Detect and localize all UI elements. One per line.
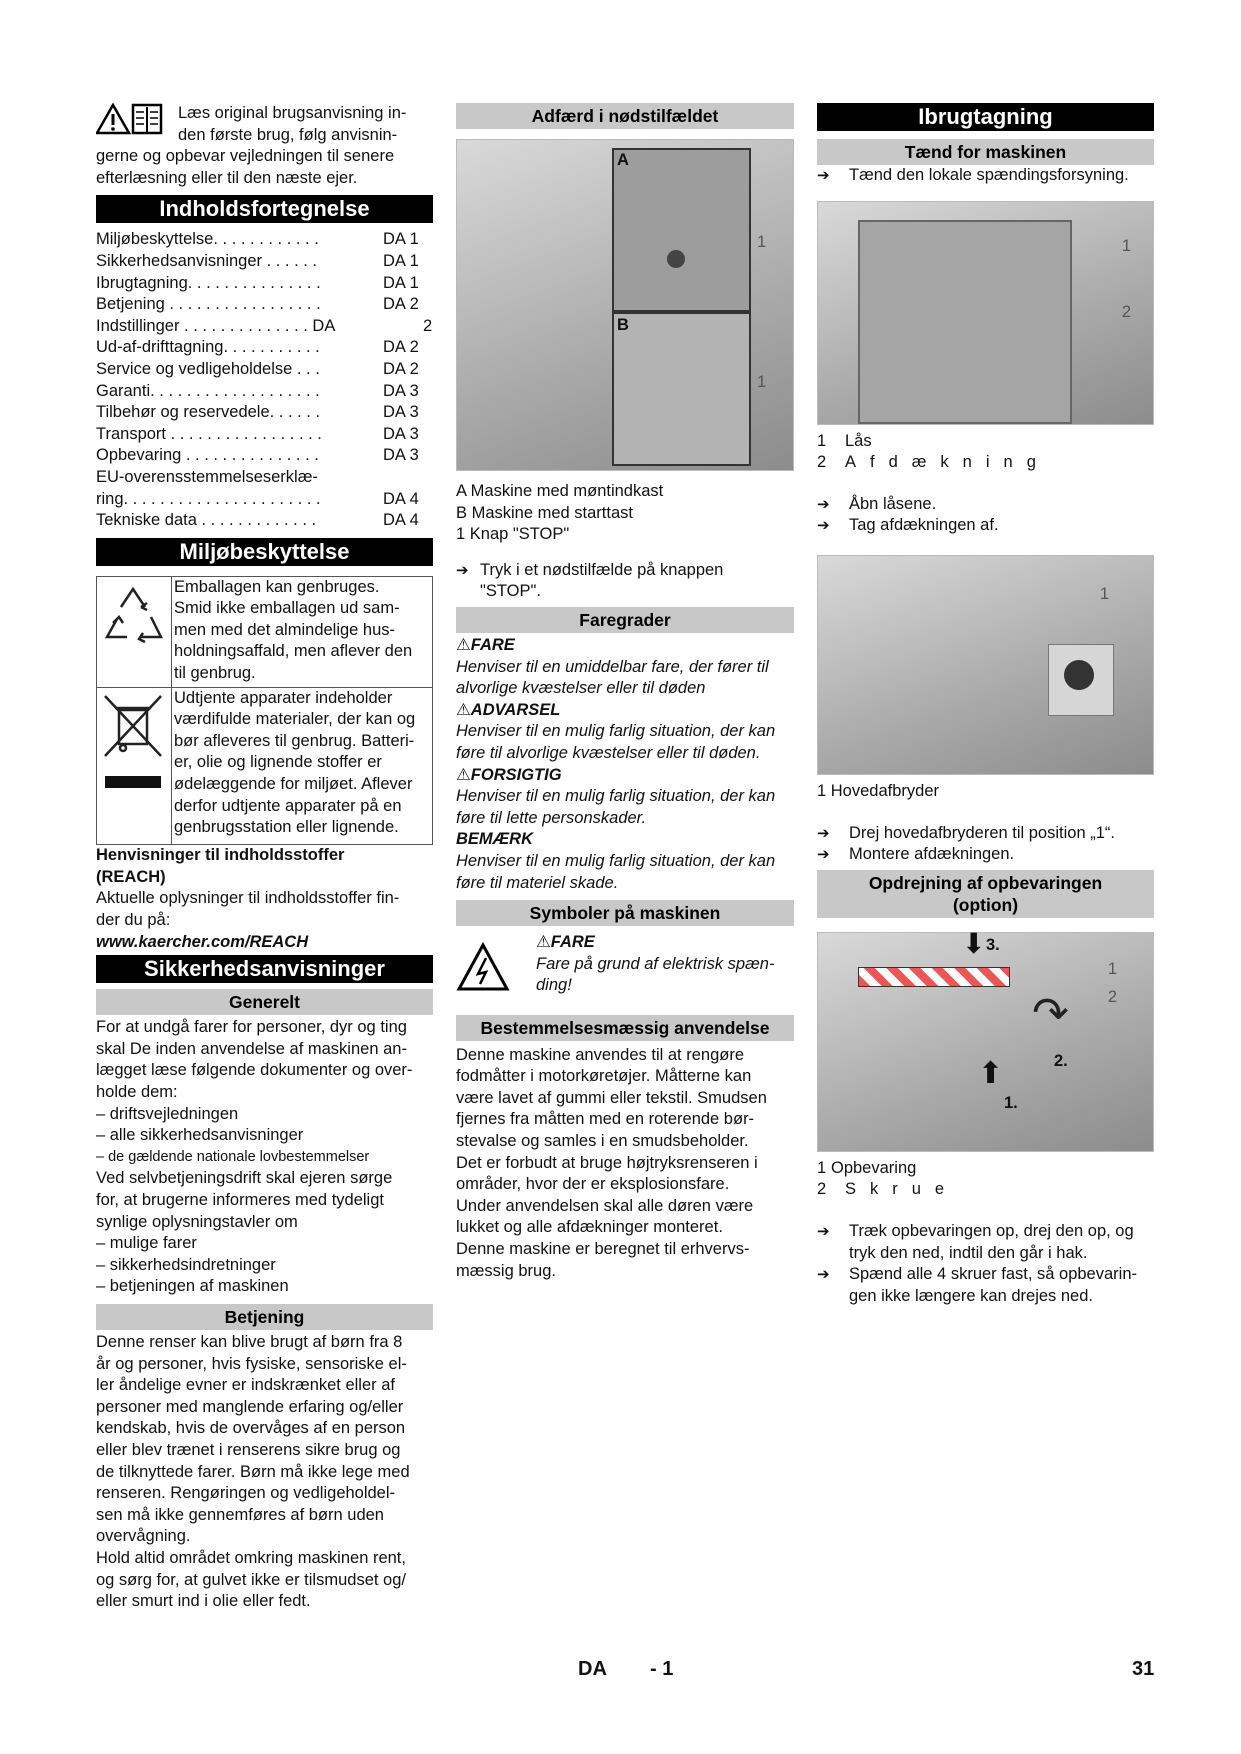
reach-link[interactable]: www.kaercher.com/REACH <box>96 932 309 951</box>
stop-button-icon <box>667 250 685 268</box>
toc-row[interactable]: Ud-af-drifttagning. . . . . . . . . . . DA 2 <box>96 338 419 357</box>
cover-locks-figure <box>817 201 1154 425</box>
storage-tray <box>858 967 1010 987</box>
toc-heading: Indholdsfortegnelse <box>96 195 433 223</box>
up-arrow-icon: ⬆ <box>978 1056 1004 1090</box>
footer-page-number: 31 <box>1132 1658 1155 1680</box>
toc-row[interactable]: Betjening . . . . . . . . . . . . . . . . . DA 2 <box>96 295 419 314</box>
hazard-list: ⚠FARE Henviser til en umiddelbar fare, der fører til alvorlige kvæstelser eller til døden ⚠ADVARSEL Henviser til en mulig farlig situation, der kan føre til alvorlige kvæstelser eller til døden. ⚠FORSIGTIG Henviser til en mulig farlig situation, der kan føre til lette personskader. BEMÆRK Henviser til en mulig farlig situation, der kan føre til materiel skade. <box>456 635 776 892</box>
env-heading: Miljøbeskyttelse <box>96 538 433 566</box>
down-arrow-icon: ⬇ <box>962 927 986 959</box>
fig-callout-1a: 1 <box>757 233 767 251</box>
arrow-icon: ➔ <box>817 846 830 864</box>
switch-on-step: ➔ Tænd den lokale spændingsforsyning. <box>817 165 1154 187</box>
toc-row[interactable]: Garanti. . . . . . . . . . . . . . . . . . . DA 3 <box>96 381 419 400</box>
symbol-row: ⚠FARE Fare på grund af elektrisk spæn- ding! <box>456 932 794 999</box>
arrow-icon: ➔ <box>456 561 469 579</box>
main-switch-figure <box>817 555 1154 775</box>
operation-heading: Betjening <box>96 1304 433 1330</box>
emergency-machine-figure <box>456 139 794 471</box>
toc-row[interactable]: Indstillinger . . . . . . . . . . . . . . DA 2 <box>96 316 433 335</box>
footer-page-code: - 1 <box>650 1658 674 1680</box>
step-label-3: 3. <box>986 935 1000 954</box>
arrow-icon: ➔ <box>817 824 830 842</box>
storage-steps: ➔ Træk opbevaringen op, drej den op, og tryk den ned, indtil den går i hak. ➔ Spænd alle 4 skruer fast, så opbevarin- gen ikke længere kan drejes ned. <box>817 1221 1154 1307</box>
toc-row[interactable]: Opbevaring . . . . . . . . . . . . . . . DA 3 <box>96 446 419 465</box>
reach-text-1: Aktuelle oplysninger til indholdsstoffer fin- <box>96 889 400 908</box>
toc-row[interactable]: Tekniske data . . . . . . . . . . . . . DA 4 <box>96 511 419 530</box>
intro-line-1: Læs original brugsanvisning in- <box>178 104 407 122</box>
reach-text-2: der du på: <box>96 911 171 930</box>
fig-callout-1b: 1 <box>757 373 767 391</box>
general-text: For at undgå farer for personer, dyr og ting skal De inden anvendelse af maskinen an- lægget læse følgende dokumenter og over- holde dem: – driftsvejledningen – alle sikkerhedsanvisninger – de gældende nationale lovbestemmelser Ved selvbetjeningsdrift skal ejeren sørge for, at brugerne informeres med tydeligt synlige oplysningstavler om – mulige farer – sikkerhedsindretninger – betjeningen af maskinen <box>96 1018 413 1296</box>
warning-icon: ⚠ <box>536 933 551 952</box>
intro-line-2: den første brug, følg anvisnin- <box>178 125 398 144</box>
env-weee-text: Udtjente apparater indeholder værdifulde materialer, der kan og bør afleveres til genbrug. Batteri- er, olie og lignende stoffer er ødelæggende for miljøet. Aflever derfor udtjente apparater på en genbrugsstation eller lignende. <box>172 687 433 845</box>
machine-panel-b <box>612 312 751 466</box>
column-right <box>817 103 1154 1307</box>
arrow-icon: ➔ <box>817 517 830 535</box>
main-switch-legend: 1 Hovedafbryder <box>817 781 939 800</box>
hazard-heading: Faregrader <box>456 607 794 633</box>
electric-hazard-icon <box>456 932 536 999</box>
machine-body <box>858 220 1072 424</box>
warning-icon: ⚠ <box>456 765 471 784</box>
intro-block <box>96 103 433 189</box>
intro-line-4: efterlæsning eller til den næste ejer. <box>96 168 358 187</box>
intended-use-heading: Bestemmelsesmæssig anvendelse <box>456 1015 794 1041</box>
env-table <box>96 576 433 846</box>
step-label-1: 1. <box>1004 1093 1018 1112</box>
toc-row[interactable]: ring. . . . . . . . . . . . . . . . . . . . . . DA 4 <box>96 489 419 508</box>
warning-manual-icon <box>96 103 164 147</box>
emergency-legend: A Maskine med møntindkast B Maskine med starttast 1 Knap "STOP" <box>456 482 664 544</box>
toc-row[interactable]: Miljøbeskyttelse. . . . . . . . . . . . DA 1 <box>96 230 419 249</box>
callout-2: 2 <box>1107 987 1117 1006</box>
warning-icon: ⚠ <box>456 700 471 719</box>
storage-figure <box>817 927 1154 1152</box>
switch-steps: ➔ Drej hovedafbryderen til position „1“. ➔ Montere afdækningen. <box>817 823 1154 866</box>
toc-row[interactable]: Service og vedligeholdelse . . . DA 2 <box>96 359 419 378</box>
arrow-icon: ➔ <box>817 1266 830 1284</box>
callout-1: 1 <box>1099 584 1109 603</box>
fig-label-b: B <box>617 316 629 334</box>
callout-1: 1 <box>1107 959 1117 978</box>
fig-label-a: A <box>617 151 629 169</box>
intended-use-text: Denne maskine anvendes til at rengøre fodmåtter i motorkøretøjer. Måtterne kan være lavet af gummi eller tekstil. Smudsen fjernes fra måtten med en roterende bør- stevalse og samles i en smudsbeholder. Det er forbudt at bruge højtryksrenseren i områder, hvor der er eksplosionsfare. Under anvendelsen skal alle døren være lukket og alle afdækninger monteret. Denne maskine er beregnet til erhvervs- mæssig brug. <box>456 1045 767 1280</box>
open-steps: ➔ Åbn låsene. ➔ Tag afdækningen af. <box>817 494 1154 537</box>
startup-heading: Ibrugtagning <box>817 103 1154 131</box>
intro-line-3: gerne og opbevar vejledningen til senere <box>96 147 395 166</box>
switch-on-heading: Tænd for maskinen <box>817 139 1154 165</box>
reach-title-2: (REACH) <box>96 867 166 886</box>
toc-row[interactable]: EU-overensstemmelseserklæ- <box>96 467 318 486</box>
toc-row[interactable]: Ibrugtagning. . . . . . . . . . . . . . . DA 1 <box>96 273 419 292</box>
toc-row[interactable]: Tilbehør og reservedele. . . . . . DA 3 <box>96 403 419 422</box>
env-recycle-text: Emballagen kan genbruges. Smid ikke emballagen ud sam- men med det almindelige hus- holdningsaffald, men aflever den til genbrug. <box>172 576 433 687</box>
recycle-icon <box>97 576 172 687</box>
reach-title-1: Henvisninger til indholdsstoffer <box>96 846 345 865</box>
emergency-step: ➔ Tryk i et nødstilfælde på knappen "STOP". <box>456 560 794 603</box>
safety-heading: Sikkerhedsanvisninger <box>96 955 433 983</box>
storage-legend: 1 Opbevaring 2 Skrue <box>817 1158 959 1199</box>
column-left <box>96 103 433 1613</box>
emergency-heading: Adfærd i nødstilfældet <box>456 103 794 129</box>
step-label-2: 2. <box>1054 1051 1068 1070</box>
callout-1: 1 <box>1121 236 1131 255</box>
symbols-heading: Symboler på maskinen <box>456 900 794 926</box>
arrow-icon: ➔ <box>817 167 830 184</box>
storage-heading: Opdrejning af opbevaringen (option) <box>817 870 1154 918</box>
general-heading: Generelt <box>96 989 433 1015</box>
footer-language: DA <box>578 1658 607 1680</box>
rotate-arrow-icon: ↷ <box>1032 988 1069 1038</box>
warning-icon: ⚠ <box>456 635 471 654</box>
arrow-icon: ➔ <box>817 1222 830 1240</box>
machine-panel-a <box>612 148 751 312</box>
toc-row[interactable]: Transport . . . . . . . . . . . . . . . . . DA 3 <box>96 424 419 443</box>
operation-text: Denne renser kan blive brugt af børn fra 8 år og personer, hvis fysiske, sensoriske el- ler åndelige evner er indskrænket eller af personer med manglende erfaring og/eller kendskab, hvis de overvåges af en person eller blev trænet i renserens sikre brug og de tilknyttede farer. Børn må ikke lege med renseren. Rengøringen og vedligeholdel- sen må ikke gennemføres af børn uden overvågning. Hold altid området omkring maskinen rent, og sørg for, at gulvet ikke er tilsmudset og/ eller smurt ind i olie eller fedt. <box>96 1332 410 1611</box>
weee-bin-icon <box>97 687 172 845</box>
toc-list <box>96 229 433 531</box>
toc-row[interactable]: Sikkerhedsanvisninger . . . . . . DA 1 <box>96 251 419 270</box>
main-switch-icon <box>1064 660 1094 690</box>
callout-2: 2 <box>1121 302 1131 321</box>
arrow-icon: ➔ <box>817 495 830 513</box>
cover-legend: 1 Lås 2 Afdækning <box>817 431 1050 472</box>
column-middle <box>456 103 794 1282</box>
